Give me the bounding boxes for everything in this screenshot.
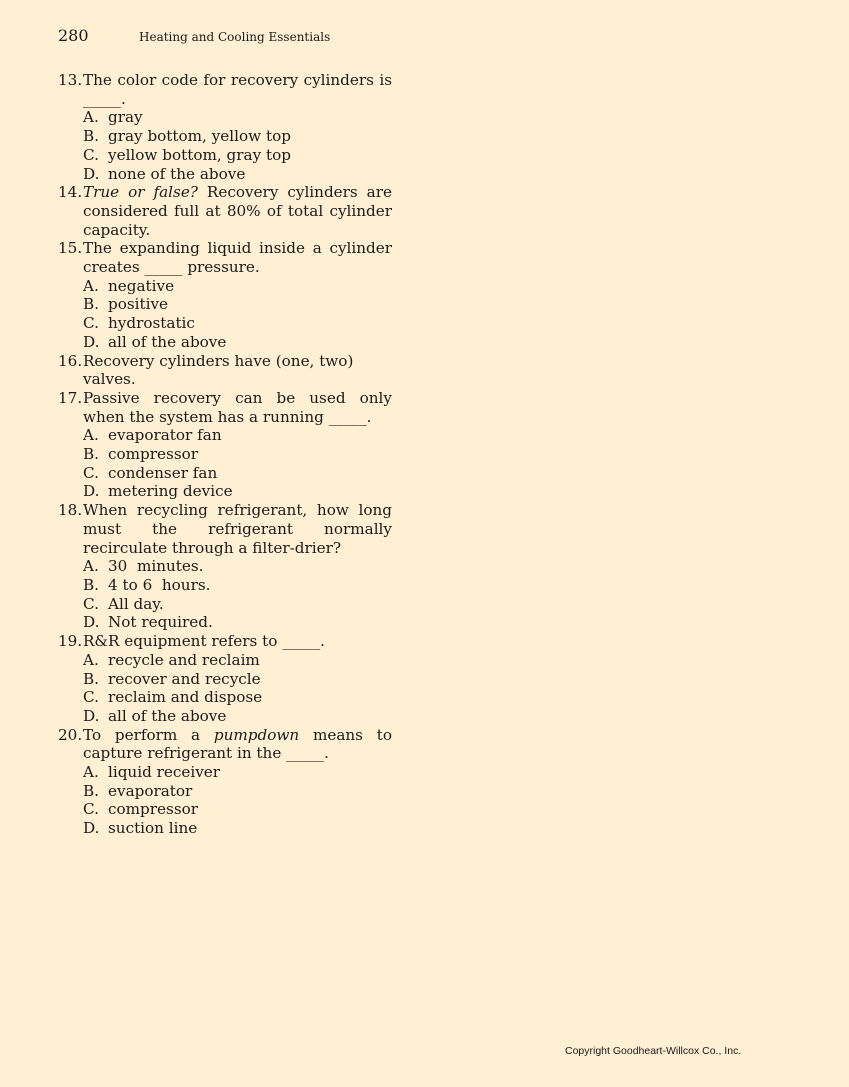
- question-17: [58, 389, 392, 501]
- question-20: [58, 726, 392, 838]
- answer-option: A. negative: [83, 276, 175, 295]
- answer-option: C. yellow bottom, gray top: [83, 145, 291, 164]
- question-text: Passive recovery can be used only when the system has a running _____.: [83, 388, 392, 426]
- answer-option: D. suction line: [83, 819, 198, 838]
- answer-option: B. recover and recycle: [83, 669, 261, 688]
- answer-option: D. none of the above: [83, 164, 246, 183]
- question-number: 14.: [58, 183, 83, 202]
- answer-options: [83, 277, 392, 352]
- answer-option: C. All day.: [83, 594, 164, 613]
- question-19: [58, 632, 392, 726]
- answer-option: D. all of the above: [83, 706, 227, 725]
- question-text: R&R equipment refers to _____.: [83, 632, 325, 651]
- question-number: 17.: [58, 388, 83, 407]
- question-text: To perform a pumpdown means to capture refrigerant in the _____.: [83, 725, 392, 763]
- question-list: [58, 71, 392, 838]
- answer-option: D. all of the above: [83, 332, 227, 351]
- copyright-footer: Copyright Goodheart-Willcox Co., Inc.: [565, 1045, 742, 1057]
- answer-options: [83, 651, 392, 726]
- running-title: Heating and Cooling Essentials: [139, 30, 331, 44]
- question-14: [58, 183, 392, 239]
- answer-option: C. compressor: [83, 800, 199, 819]
- question-text: The color code for recovery cylinders is _____.: [83, 71, 392, 108]
- question-text: When recycling refrigerant, how long must the refrigerant normally recirculate through a filter-drier?: [83, 501, 392, 557]
- question-number: 16.: [58, 351, 83, 370]
- answer-option: A. gray: [83, 108, 143, 127]
- answer-options: [83, 426, 392, 501]
- answer-option: D. Not required.: [83, 613, 213, 632]
- question-text: The expanding liquid inside a cylinder creates _____ pressure.: [83, 239, 392, 277]
- answer-options: [83, 108, 392, 183]
- answer-option: D. metering device: [83, 482, 233, 501]
- answer-option: B. positive: [83, 295, 169, 314]
- answer-option: A. evaporator fan: [83, 426, 222, 445]
- question-number: 15.: [58, 239, 83, 258]
- answer-options: [83, 763, 392, 838]
- answer-option: B. evaporator: [83, 781, 193, 800]
- answer-option: B. compressor: [83, 445, 199, 464]
- page-number: 280: [58, 26, 89, 45]
- answer-option: A. recycle and reclaim: [83, 650, 260, 669]
- answer-option: C. hydrostatic: [83, 314, 195, 333]
- question-number: 18.: [58, 501, 83, 520]
- answer-option: C. reclaim and dispose: [83, 688, 263, 707]
- answer-option: A. 30 minutes.: [83, 557, 204, 576]
- question-15: [58, 239, 392, 351]
- question-18: [58, 501, 392, 632]
- question-16: [58, 352, 392, 389]
- question-number: 20.: [58, 725, 83, 744]
- answer-option: B. 4 to 6 hours.: [83, 575, 211, 594]
- question-text: True or false? Recovery cylinders are considered full at 80% of total cylinder capacity.: [83, 183, 392, 239]
- answer-option: B. gray bottom, yellow top: [83, 127, 291, 146]
- question-text: Recovery cylinders have (one, two) valves.: [83, 351, 354, 389]
- answer-option: A. liquid receiver: [83, 763, 221, 782]
- question-number: 13.: [58, 71, 83, 89]
- question-13: [58, 71, 392, 183]
- answer-options: [83, 557, 392, 632]
- answer-option: C. condenser fan: [83, 463, 218, 482]
- question-number: 19.: [58, 632, 83, 651]
